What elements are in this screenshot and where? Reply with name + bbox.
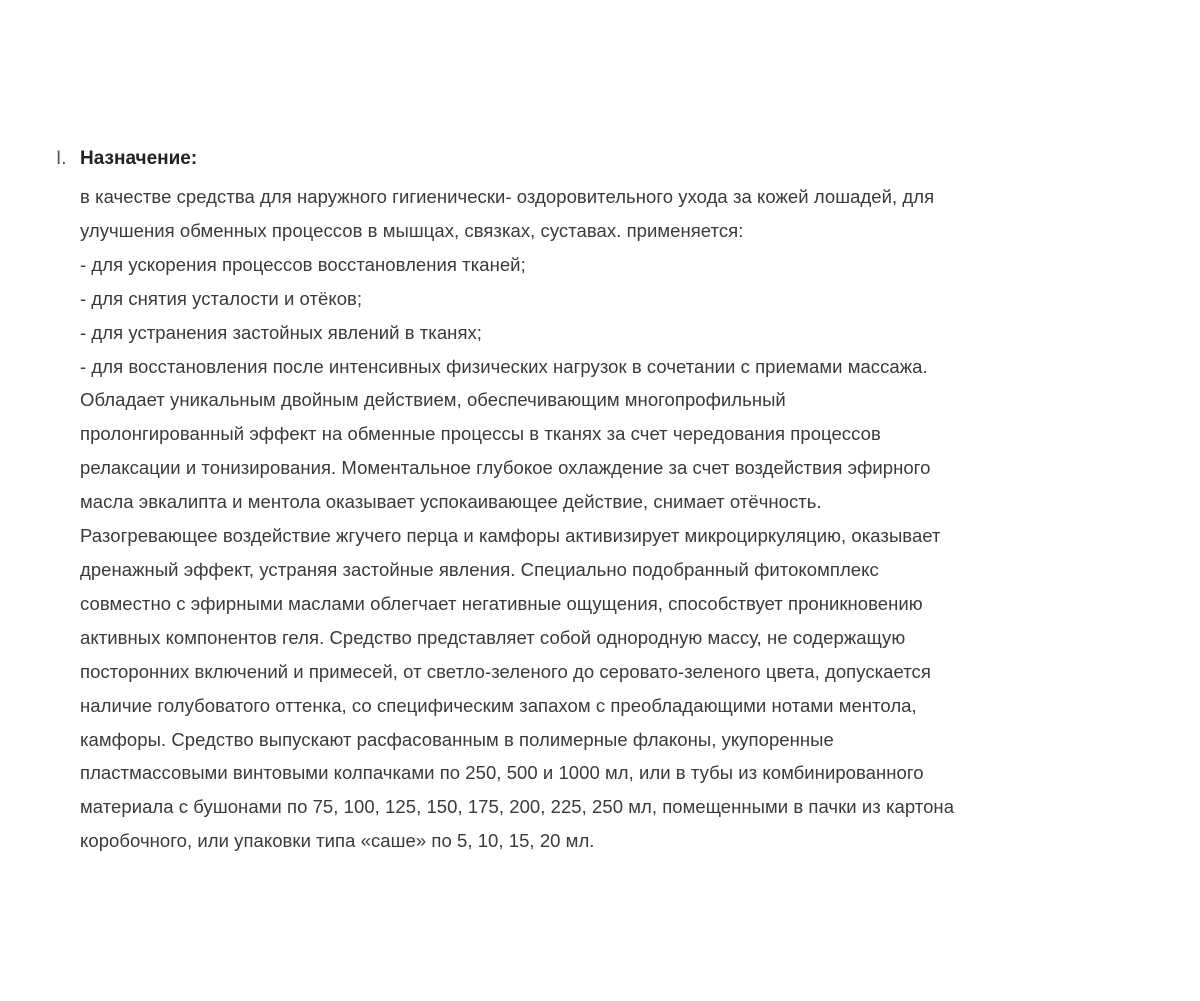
body-line: наличие голубоватого оттенка, со специфическим запахом с преобладающими нотами ментола, [80,694,917,716]
body-line: посторонних включений и примесей, от светло-зеленого до серовато-зеленого цвета, допускается [80,660,931,682]
section-heading [56,146,1166,172]
bullet-line: - для ускорения процессов восстановления тканей; [80,253,526,275]
bullet-line: - для снятия усталости и отёков; [80,287,363,309]
body-line: камфоры. Средство выпускают расфасованным в полимерные флаконы, укупоренные [80,728,834,750]
body-line: пролонгированный эффект на обменные процессы в тканях за счет чередования процессов [80,423,881,445]
body-line: Обладает уникальным двойным действием, обеспечивающим многопрофильный [80,389,786,411]
body-line: дренажный эффект, устраняя застойные явления. Специально подобранный фитокомплекс [80,558,879,580]
body-line: активных компонентов геля. Средство представляет собой однородную массу, не содержащую [80,626,906,648]
body-line: масла эвкалипта и ментола оказывает успокаивающее действие, снимает отёчность. [80,491,822,513]
body-line: коробочного, или упаковки типа «саше» по 5, 10, 15, 20 мл. [80,830,595,852]
purpose-section [56,146,1166,858]
bullet-line: - для устранения застойных явлений в тканях; [80,321,482,343]
bullet-line: - для восстановления после интенсивных физических нагрузок в сочетании с приемами массажа. [80,355,928,377]
body-line: релаксации и тонизирования. Моментальное глубокое охлаждение за счет воздействия эфирного [80,457,931,479]
body-line: Разогревающее воздействие жгучего перца и камфоры активизирует микроциркуляцию, оказывает [80,525,941,547]
body-line: совместно с эфирными маслами облегчает негативные ощущения, способствует проникновению [80,592,923,614]
section-title: Назначение: [80,148,198,169]
section-body [80,180,1166,858]
body-line: материала с бушонами по 75, 100, 125, 150, 175, 200, 225, 250 мл, помещенными в пачки из картона [80,796,955,818]
section-numeral: I. [56,148,67,169]
body-line: в качестве средства для наружного гигиенически- оздоровительного ухода за кожей лошадей, для [80,186,935,207]
body-line: пластмассовыми винтовыми колпачками по 250, 500 и 1000 мл, или в тубы из комбинированного [80,762,924,784]
body-line: улучшения обменных процессов в мышцах, связках, суставах. применяется: [80,219,744,241]
